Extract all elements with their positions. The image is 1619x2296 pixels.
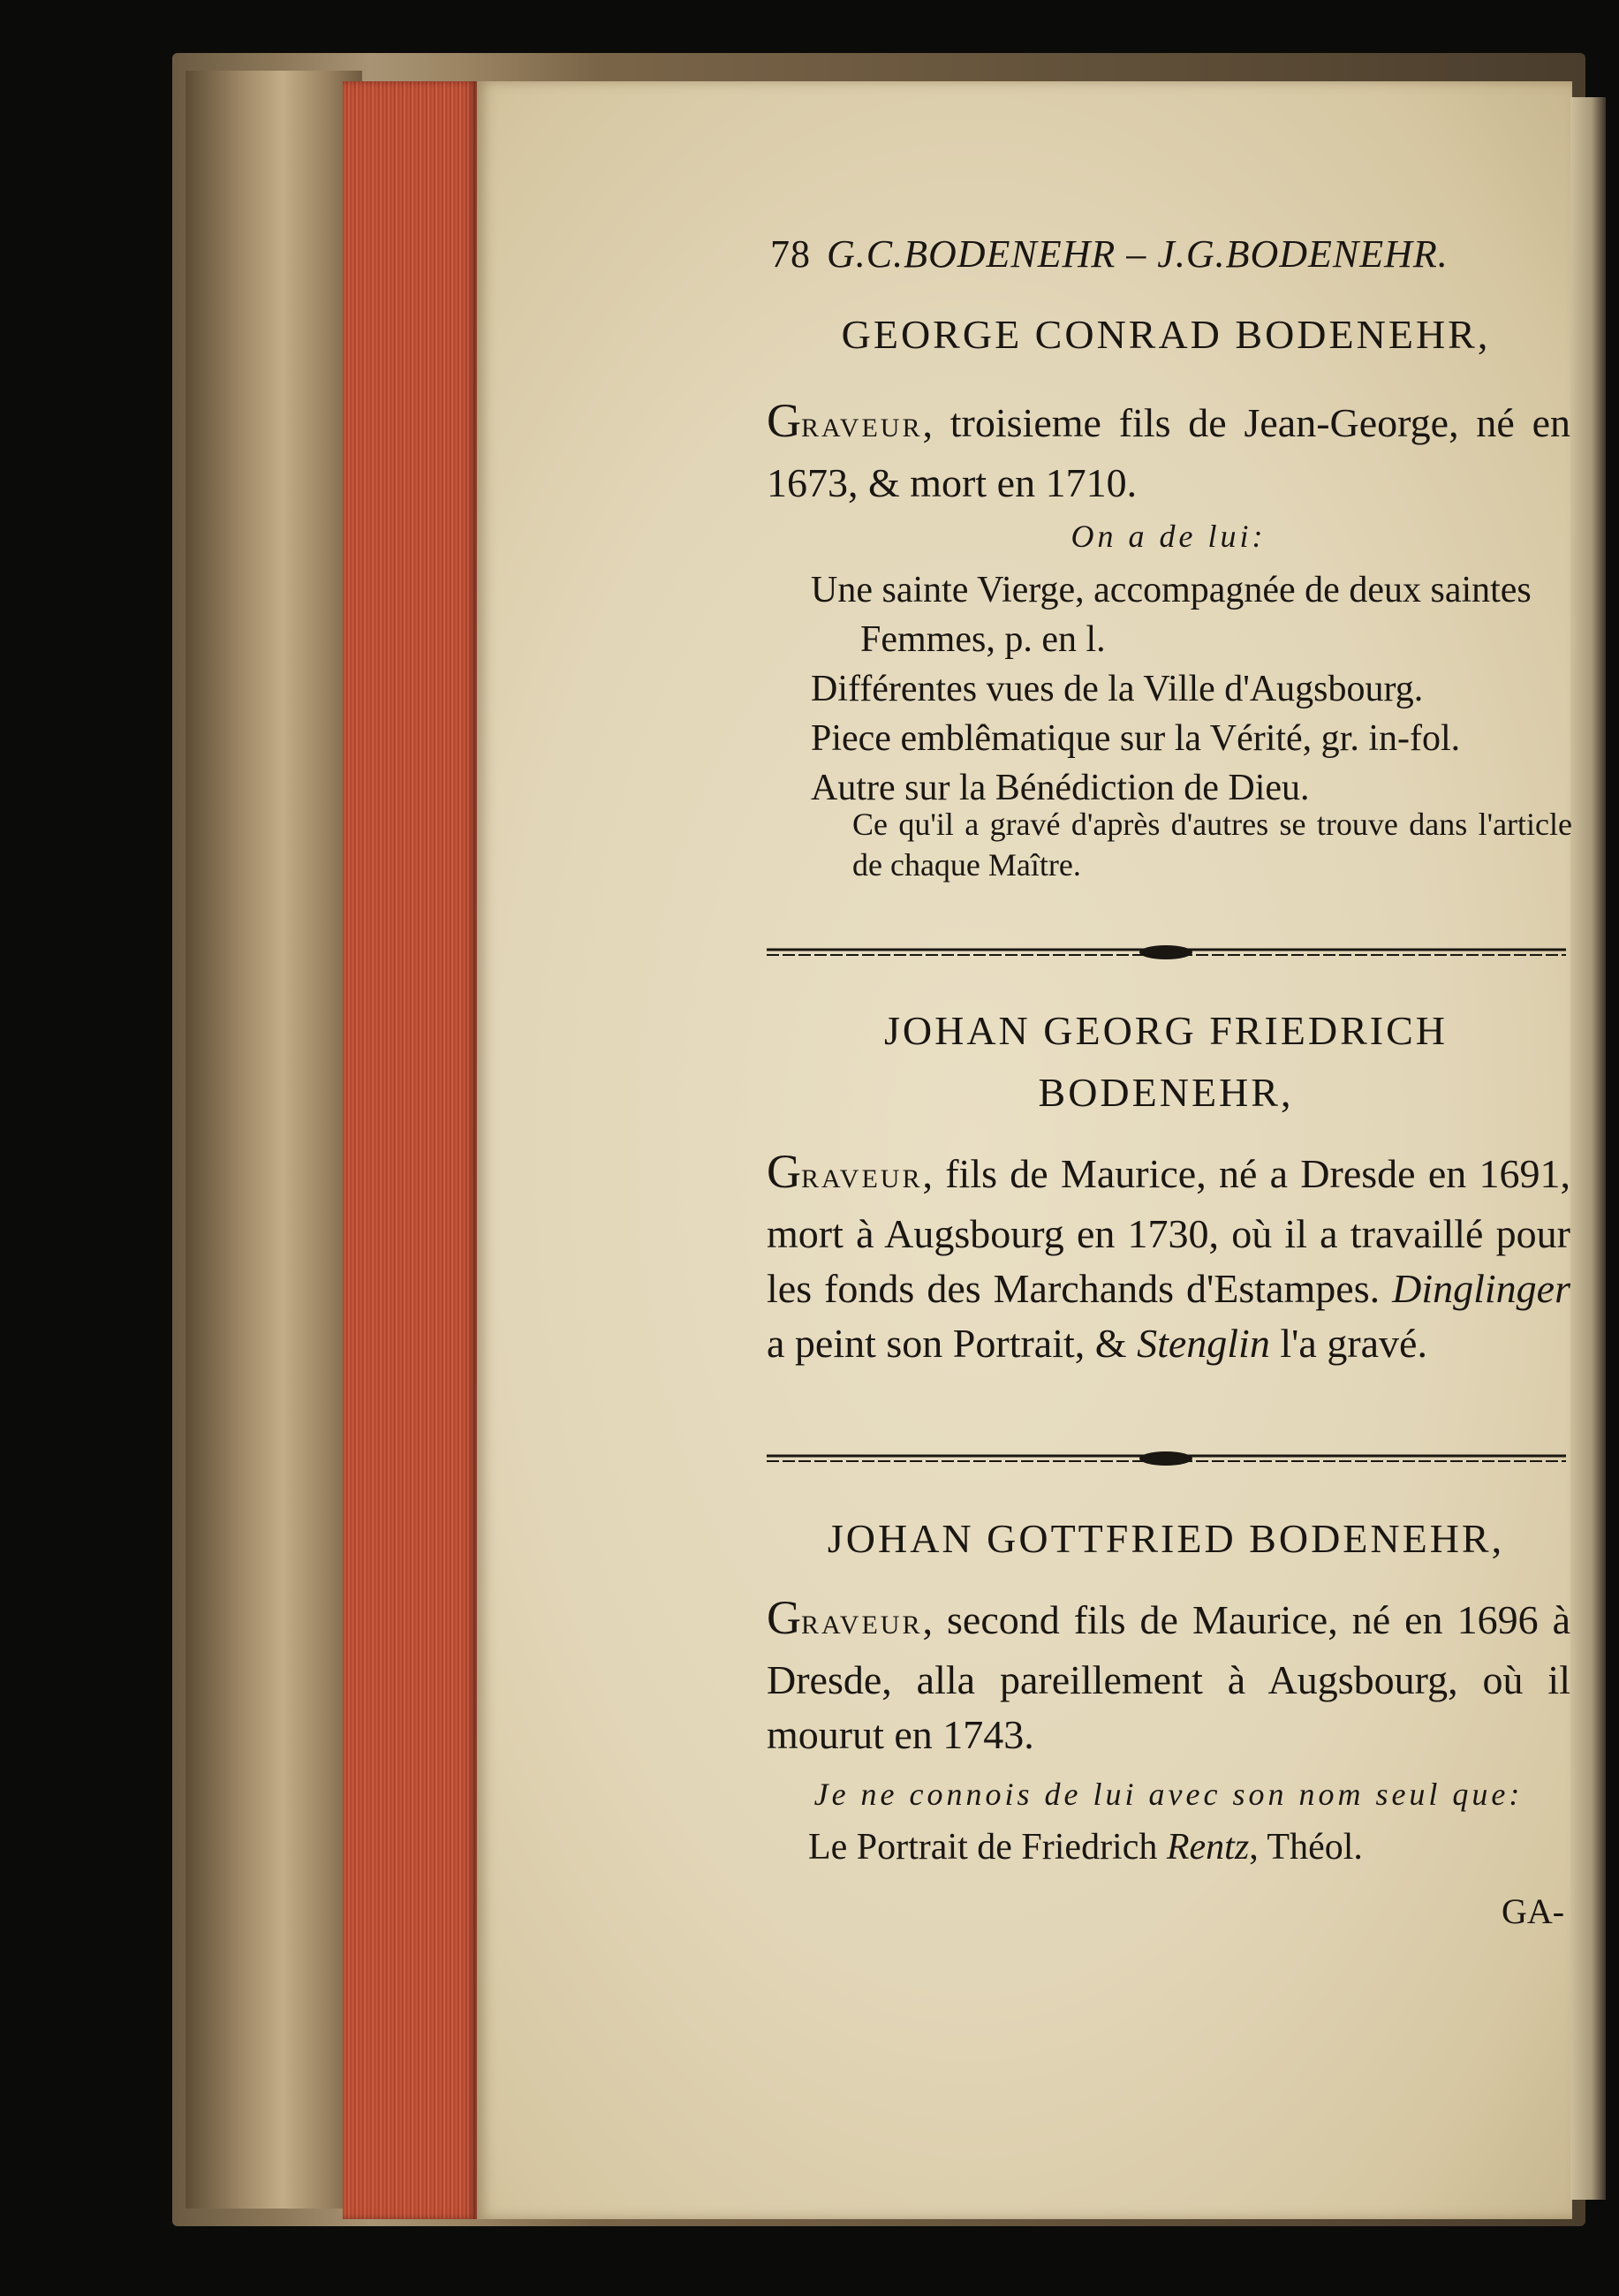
italic-name: Stenglin bbox=[1137, 1321, 1270, 1366]
running-head-title: G.C.BODENEHR – J.G.BODENEHR. bbox=[827, 232, 1449, 276]
small-caps-word: RAVEUR bbox=[801, 1164, 923, 1193]
entry-heading-3: JOHAN GOTTFRIED BODENEHR, bbox=[827, 1516, 1505, 1561]
italic-name: Rentz bbox=[1166, 1827, 1250, 1868]
entry-text: , second fils de Maurice, né en 1696 à Dresde, alla pareillement à Augsbourg, où il mourut en 1743. bbox=[767, 1597, 1570, 1757]
small-caps-word: RAVEUR bbox=[801, 1610, 923, 1640]
book-spine-binding bbox=[185, 71, 362, 2209]
red-page-edges bbox=[343, 81, 477, 2219]
running-head bbox=[770, 231, 1574, 277]
work-item: Autre sur la Bénédiction de Dieu. bbox=[811, 768, 1310, 808]
ornamental-rule bbox=[767, 1451, 1566, 1466]
drop-initial: G bbox=[767, 394, 801, 447]
drop-initial: G bbox=[767, 1591, 801, 1644]
entry-heading-2b: BODENEHR, bbox=[1038, 1070, 1294, 1115]
page-gutter bbox=[1570, 97, 1606, 2200]
ornamental-rule bbox=[767, 945, 1566, 959]
work-text: Le Portrait de Friedrich bbox=[808, 1827, 1167, 1868]
entry-body-3 bbox=[767, 1590, 1570, 1762]
entry-text: , fils de Maurice, né a Dresde en 1691, mort à Augsbourg en 1730, où il a travaillé pour les fonds des Marchands d'Estampes. bbox=[767, 1151, 1570, 1311]
works-item-3 bbox=[808, 1820, 1568, 1875]
entry-heading-1: GEORGE CONRAD BODENEHR, bbox=[841, 312, 1491, 357]
entry-heading-2a: JOHAN GEORG FRIEDRICH bbox=[883, 1008, 1449, 1053]
entry-text: a peint son Portrait, & bbox=[767, 1321, 1138, 1366]
page-number: 78 bbox=[770, 232, 811, 276]
work-item: Piece emblêmatique sur la Vérité, gr. in-fol. bbox=[811, 718, 1461, 759]
entry-body-2 bbox=[767, 1144, 1570, 1371]
italic-name: Dinglinger bbox=[1392, 1266, 1570, 1311]
works-intro-3: Je ne connois de lui avec son nom seul que: bbox=[813, 1777, 1524, 1812]
entry-note-1: Ce qu'il a gravé d'après d'autres se trouve dans l'article de chaque Maître. bbox=[852, 807, 1572, 883]
entry-text: l'a gravé. bbox=[1269, 1321, 1427, 1366]
work-item: Une sainte Vierge, accompagnée de deux saintes Femmes, p. en l. bbox=[811, 570, 1532, 660]
entry-body-1 bbox=[767, 393, 1570, 511]
works-list-1 bbox=[811, 565, 1579, 813]
work-item: Différentes vues de la Ville d'Augsbourg. bbox=[811, 669, 1424, 709]
works-intro-1: On a de lui: bbox=[1071, 519, 1267, 554]
catchword: GA- bbox=[1502, 1891, 1565, 1931]
small-caps-word: RAVEUR bbox=[801, 413, 923, 443]
work-text: , Théol. bbox=[1249, 1827, 1363, 1868]
drop-initial: G bbox=[767, 1145, 801, 1198]
entry-text: , troisieme fils de Jean-George, né en 1673, & mort en 1710. bbox=[767, 400, 1570, 505]
